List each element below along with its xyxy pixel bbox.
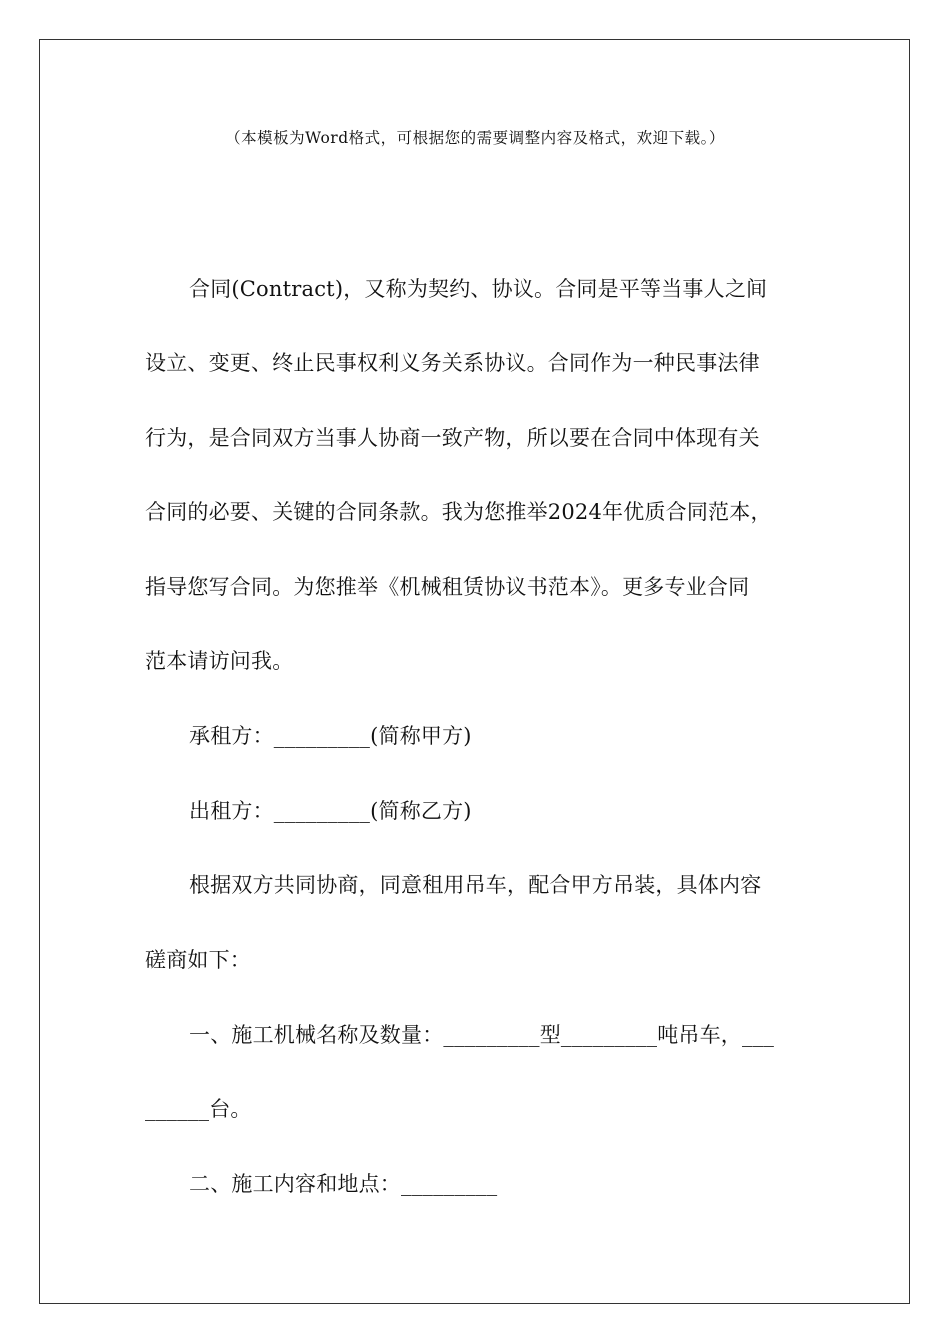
clause-1-line-2: ______台。: [145, 1097, 252, 1121]
agreement-line-2: 磋商如下：: [145, 948, 251, 972]
intro-line-5: 指导您写合同。为您推举《机械租赁协议书范本》。更多专业合同: [145, 575, 750, 599]
lessor-line: 出租方：_________(简称乙方): [189, 799, 472, 823]
lessee-line: 承租方：_________(简称甲方): [189, 724, 472, 748]
intro-line-2: 设立、变更、终止民事权利义务关系协议。合同作为一种民事法律: [145, 351, 760, 375]
intro-line-3: 行为，是合同双方当事人协商一致产物，所以要在合同中体现有关: [145, 426, 760, 450]
intro-line-1: 合同(Contract)，又称为契约、协议。合同是平等当事人之间: [189, 277, 768, 301]
intro-line-6: 范本请访问我。: [145, 649, 294, 673]
clause-1-line-1: 一、施工机械名称及数量：_________型_________吨吊车，___: [189, 1023, 775, 1047]
template-note: （本模板为Word格式，可根据您的需要调整内容及格式，欢迎下载。）: [225, 129, 725, 147]
intro-line-4: 合同的必要、关键的合同条款。我为您推举2024年优质合同范本，: [145, 500, 772, 524]
agreement-line-1: 根据双方共同协商，同意租用吊车，配合甲方吊装，具体内容: [189, 873, 762, 897]
clause-2-line: 二、施工内容和地点：_________: [189, 1172, 498, 1196]
